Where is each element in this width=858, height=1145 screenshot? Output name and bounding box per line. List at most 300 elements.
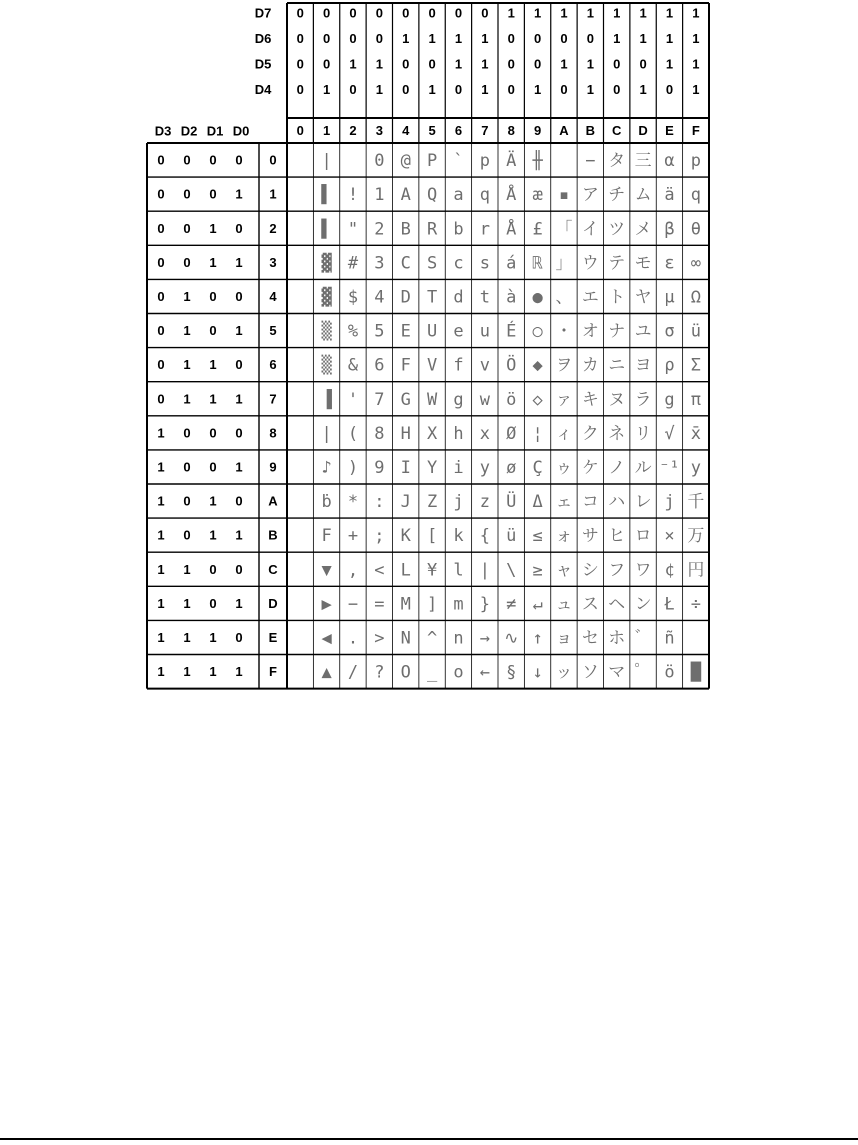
character-glyph: F [400, 355, 411, 376]
character-glyph: ▪ [558, 185, 570, 206]
column-hex-label: 9 [533, 123, 542, 138]
character-glyph: ö [506, 389, 517, 410]
character-glyph: キ [581, 389, 599, 410]
row-hex-label: 0 [269, 152, 277, 168]
row-bit-header: D0 [232, 123, 250, 139]
row-bit-header: D3 [154, 123, 172, 139]
character-glyph: ∿ [504, 628, 519, 649]
character-glyph: 「 [555, 219, 573, 240]
character-glyph: O [400, 662, 411, 683]
column-hex-label: B [585, 123, 596, 138]
column-bit-value: 0 [533, 56, 542, 72]
row-bit-value: 0 [183, 527, 191, 543]
character-glyph: _ [426, 662, 438, 683]
character-glyph: . [347, 628, 359, 649]
character-glyph: G [400, 389, 411, 410]
character-glyph: × [664, 526, 675, 547]
character-glyph: Q [426, 185, 438, 206]
column-bit-value: 0 [507, 56, 515, 72]
column-bit-label: D7 [254, 5, 272, 21]
row-bit-value: 1 [183, 629, 191, 645]
column-bit-value: 1 [665, 31, 674, 46]
character-glyph: l [453, 560, 464, 581]
character-glyph: ḃ [321, 492, 332, 513]
character-glyph: L [400, 560, 411, 581]
column-bit-value: 1 [639, 31, 647, 46]
column-bit-value: 0 [322, 5, 331, 21]
row-bit-value: 0 [209, 561, 217, 577]
character-glyph: ヘ [608, 594, 626, 615]
row-bit-value: 0 [235, 288, 243, 304]
column-bit-value: 1 [613, 5, 621, 21]
row-bit-value: 0 [209, 186, 217, 202]
character-glyph: ル [634, 457, 652, 478]
character-glyph: テ [608, 253, 626, 274]
character-glyph: ハ [608, 492, 626, 513]
row-hex-label: 1 [269, 186, 277, 202]
column-hex-label: 6 [454, 123, 463, 138]
row-bit-value: 0 [235, 629, 243, 645]
column-bit-value: 1 [665, 56, 674, 72]
character-glyph: 千 [687, 492, 705, 513]
column-bit-value: 1 [454, 56, 463, 72]
character-glyph: Å [506, 219, 517, 240]
character-glyph: ▒ [321, 355, 332, 376]
footer-rule [0, 1138, 858, 1140]
character-glyph: − [585, 151, 596, 172]
character-glyph: ¢ [664, 560, 675, 581]
character-glyph: ニ [608, 355, 626, 376]
row-hex-label: 3 [269, 254, 277, 270]
character-glyph: ≠ [506, 594, 517, 615]
character-glyph: α [664, 151, 675, 172]
row-bit-value: 0 [209, 323, 217, 339]
row-hex-label: 6 [269, 357, 277, 373]
character-glyph: d [453, 287, 464, 308]
character-glyph: P [426, 151, 438, 172]
character-glyph: ゛ [634, 628, 652, 649]
character-glyph: ョ [555, 628, 573, 649]
row-bit-value: 1 [157, 425, 165, 441]
character-glyph: 3 [374, 253, 385, 274]
character-glyph: E [400, 321, 411, 342]
character-glyph: ○ [532, 321, 543, 342]
character-glyph: ← [479, 662, 490, 683]
character-glyph: 9 [374, 457, 385, 478]
character-glyph: Σ [690, 355, 701, 376]
row-bit-value: 1 [209, 664, 217, 680]
row-hex-label: C [268, 561, 278, 577]
row-bit-value: 1 [209, 357, 217, 373]
character-glyph: ◇ [532, 389, 543, 410]
character-glyph: % [347, 321, 359, 342]
character-glyph: Z [426, 492, 438, 513]
row-bit-value: 0 [209, 425, 217, 441]
character-glyph: à [506, 287, 517, 308]
character-glyph: ↓ [532, 662, 543, 683]
column-hex-label: 8 [507, 123, 515, 138]
row-bit-value: 0 [157, 357, 165, 373]
character-glyph: ネ [608, 423, 626, 444]
character-glyph: y [479, 457, 490, 478]
character-glyph: ╫ [532, 151, 543, 172]
column-bit-value: 1 [639, 5, 647, 21]
character-glyph: / [347, 662, 359, 683]
character-glyph: メ [634, 219, 652, 240]
row-bit-value: 1 [157, 664, 165, 680]
character-glyph: ヤ [634, 287, 652, 308]
column-bit-value: 0 [296, 82, 304, 97]
column-bit-label: D5 [254, 56, 272, 72]
row-bit-value: 0 [157, 186, 165, 202]
column-bit-value: 1 [454, 31, 463, 46]
character-glyph: | [321, 423, 332, 444]
character-glyph: C [400, 253, 411, 274]
column-bit-value: 1 [586, 82, 594, 97]
column-hex-label: 4 [402, 123, 410, 138]
row-bit-value: 0 [209, 595, 217, 611]
character-glyph: r [479, 219, 490, 240]
row-bit-value: 1 [235, 254, 243, 270]
character-glyph: h [453, 423, 464, 444]
column-bit-value: 0 [560, 82, 568, 97]
row-bit-value: 0 [183, 186, 191, 202]
character-glyph: | [321, 151, 332, 172]
column-hex-label: F [691, 123, 700, 138]
row-bit-value: 0 [157, 323, 165, 339]
row-bit-value: 0 [183, 254, 191, 270]
character-glyph: T [426, 287, 438, 308]
character-glyph: * [347, 492, 359, 513]
character-glyph: Ä [506, 151, 517, 172]
row-bit-value: 1 [235, 459, 243, 475]
character-glyph: $ [347, 287, 359, 308]
row-hex-label: 4 [269, 288, 277, 304]
character-glyph: ↑ [532, 628, 543, 649]
column-bit-value: 1 [481, 31, 489, 46]
character-glyph: Y [426, 457, 438, 478]
character-glyph: H [400, 423, 411, 444]
character-glyph: ▒ [321, 321, 332, 342]
character-glyph: ノ [608, 457, 626, 478]
character-glyph: } [479, 594, 490, 615]
character-glyph: コ [581, 492, 599, 513]
column-hex-label: D [638, 123, 648, 138]
character-glyph: ▶ [321, 594, 332, 615]
row-bit-value: 1 [235, 391, 243, 407]
column-bit-value: 0 [507, 31, 515, 46]
character-glyph: シ [581, 560, 599, 581]
character-glyph: | [479, 560, 490, 581]
character-glyph: B [400, 219, 411, 240]
character-glyph: Ç [532, 457, 543, 478]
character-glyph: モ [634, 253, 652, 274]
character-glyph: フ [608, 560, 626, 581]
character-glyph: σ [664, 321, 675, 342]
character-glyph: ▼ [321, 560, 332, 581]
row-bit-value: 1 [209, 220, 217, 236]
character-glyph: Å [506, 185, 517, 206]
row-bit-value: 1 [157, 561, 165, 577]
character-glyph: b [453, 219, 464, 240]
column-bit-value: 1 [692, 31, 700, 46]
row-bit-value: 0 [157, 254, 165, 270]
column-bit-value: 1 [481, 82, 489, 97]
column-bit-value: 0 [560, 31, 568, 46]
character-glyph: ヲ [555, 355, 573, 376]
character-glyph: ソ [581, 662, 599, 683]
character-glyph: c [453, 253, 464, 274]
character-glyph: ¦ [532, 423, 543, 444]
row-bit-value: 1 [157, 527, 165, 543]
character-glyph: ä [664, 185, 675, 206]
row-bit-value: 1 [157, 493, 165, 509]
row-hex-label: 9 [269, 459, 277, 475]
character-glyph: ^ [426, 628, 438, 649]
character-glyph: > [374, 628, 385, 649]
character-glyph: 8 [374, 423, 385, 444]
row-bit-value: 1 [183, 357, 191, 373]
character-glyph: リ [634, 423, 652, 444]
column-bit-value: 1 [692, 82, 700, 97]
character-glyph: θ [690, 219, 701, 240]
character-glyph: ラ [634, 389, 652, 410]
character-glyph: ▲ [321, 662, 332, 683]
character-glyph: ▌ [321, 219, 332, 240]
row-bit-value: 1 [209, 493, 217, 509]
row-bit-value: 1 [183, 323, 191, 339]
column-bit-value: 1 [665, 5, 674, 21]
row-bit-value: 1 [183, 391, 191, 407]
column-hex-label: 2 [349, 123, 357, 138]
column-bit-value: 1 [481, 56, 489, 72]
row-bit-value: 1 [209, 254, 217, 270]
column-hex-label: 1 [322, 123, 331, 138]
row-bit-value: 0 [209, 288, 217, 304]
character-glyph: ρ [664, 355, 675, 376]
row-bit-value: 1 [235, 595, 243, 611]
row-bit-value: 0 [235, 493, 243, 509]
character-glyph: サ [581, 526, 599, 547]
row-bit-header: D1 [206, 123, 224, 139]
character-glyph: ] [426, 594, 438, 615]
character-glyph: Ł [664, 594, 675, 615]
character-glyph: 三 [634, 151, 652, 172]
character-glyph: t [479, 287, 490, 308]
character-glyph: ナ [608, 321, 626, 342]
column-bit-value: 0 [349, 5, 357, 21]
character-glyph: √ [664, 423, 675, 444]
character-glyph: 0 [374, 151, 385, 172]
character-glyph: M [400, 594, 411, 615]
character-glyph: p [479, 151, 490, 172]
column-hex-label: A [559, 123, 569, 138]
column-bit-value: 0 [375, 31, 383, 46]
column-hex-label: 7 [481, 123, 489, 138]
character-glyph: § [506, 662, 517, 683]
character-glyph: 6 [374, 355, 385, 376]
character-glyph: X [426, 423, 438, 444]
character-glyph: タ [608, 151, 626, 172]
character-glyph: ワ [634, 560, 652, 581]
row-bit-value: 1 [209, 391, 217, 407]
character-glyph: I [400, 457, 411, 478]
column-bit-value: 0 [613, 82, 621, 97]
table-cells [155, 6, 705, 683]
character-glyph: ü [690, 321, 701, 342]
character-glyph: ャ [555, 560, 573, 581]
column-bit-value: 1 [560, 5, 568, 21]
character-glyph: u [479, 321, 490, 342]
character-glyph: y [690, 457, 701, 478]
character-glyph: Ü [506, 492, 517, 513]
column-bit-value: 1 [639, 82, 647, 97]
character-glyph: v [479, 355, 490, 376]
character-glyph: ロ [634, 526, 652, 547]
column-bit-value: 1 [428, 31, 436, 46]
character-glyph: ♪ [321, 457, 332, 478]
column-hex-label: 3 [375, 123, 383, 138]
column-bit-value: 1 [402, 31, 410, 46]
character-glyph: ア [581, 185, 599, 206]
character-glyph: æ [532, 185, 543, 206]
character-glyph: j [664, 492, 675, 513]
character-glyph: 、 [555, 287, 573, 308]
character-glyph: チ [608, 185, 626, 206]
column-hex-label: E [665, 123, 674, 138]
column-bit-label: D4 [254, 82, 272, 97]
character-glyph: x̄ [690, 423, 701, 444]
character-glyph: q [690, 185, 701, 206]
character-glyph: █ [690, 662, 701, 683]
row-bit-value: 0 [157, 391, 165, 407]
character-glyph: ォ [555, 526, 573, 547]
row-bit-value: 1 [157, 629, 165, 645]
character-glyph: ¥ [426, 560, 438, 581]
row-bit-value: 0 [157, 220, 165, 236]
column-bit-value: 0 [296, 5, 304, 21]
row-bit-value: 1 [235, 323, 243, 339]
column-bit-value: 0 [322, 56, 331, 72]
character-glyph: < [374, 560, 385, 581]
column-bit-value: 1 [586, 56, 594, 72]
column-hex-label: 5 [428, 123, 436, 138]
character-glyph: S [426, 253, 438, 274]
column-bit-value: 0 [402, 5, 410, 21]
row-bit-value: 0 [235, 561, 243, 577]
row-bit-value: 0 [235, 220, 243, 236]
character-glyph: ? [374, 662, 385, 683]
character-glyph: & [347, 355, 359, 376]
character-glyph: Ø [506, 423, 517, 444]
character-glyph: 5 [374, 321, 385, 342]
row-bit-value: 1 [183, 595, 191, 611]
row-bit-value: 0 [157, 152, 165, 168]
character-glyph: セ [581, 628, 599, 649]
row-bit-header: D2 [180, 123, 198, 139]
row-bit-value: 1 [235, 186, 243, 202]
column-bit-value: 1 [692, 5, 700, 21]
character-glyph: ∞ [690, 253, 701, 274]
column-bit-value: 0 [586, 31, 594, 46]
character-glyph: j [453, 492, 464, 513]
character-glyph: á [506, 253, 517, 274]
column-bit-value: 1 [533, 5, 542, 21]
character-glyph: J [400, 492, 411, 513]
character-glyph: ・ [555, 321, 573, 342]
column-bit-value: 1 [428, 82, 436, 97]
row-bit-value: 1 [183, 288, 191, 304]
row-hex-label: 7 [269, 391, 277, 407]
character-glyph: ヌ [608, 389, 626, 410]
character-glyph: ⁻¹ [659, 457, 680, 478]
column-bit-value: 0 [639, 56, 647, 72]
character-glyph: R [426, 219, 438, 240]
column-hex-label: 0 [296, 123, 304, 138]
character-glyph: U [426, 321, 438, 342]
character-glyph: x [479, 423, 490, 444]
column-bit-value: 0 [349, 31, 357, 46]
row-bit-value: 1 [183, 664, 191, 680]
character-glyph: ケ [581, 457, 599, 478]
row-bit-value: 1 [209, 629, 217, 645]
column-bit-value: 0 [665, 82, 674, 97]
character-glyph: f [453, 355, 464, 376]
column-bit-value: 0 [481, 5, 489, 21]
row-bit-value: 1 [235, 527, 243, 543]
character-glyph: ム [634, 185, 652, 206]
table-grid [147, 3, 709, 689]
character-glyph: ユ [634, 321, 652, 342]
character-glyph: レ [634, 492, 652, 513]
character-glyph: ℝ [532, 253, 543, 274]
character-glyph: F [321, 526, 332, 547]
character-glyph: → [479, 628, 490, 649]
row-bit-value: 0 [183, 459, 191, 475]
character-glyph: z [479, 492, 490, 513]
character-glyph: , [347, 560, 359, 581]
character-glyph: カ [581, 355, 599, 376]
column-bit-value: 1 [375, 56, 383, 72]
character-glyph: D [400, 287, 411, 308]
character-glyph: ( [347, 423, 359, 444]
character-glyph: £ [532, 219, 543, 240]
character-glyph: 万 [687, 526, 705, 547]
character-glyph: q [479, 185, 490, 206]
character-glyph: μ [664, 287, 675, 308]
character-glyph: V [426, 355, 438, 376]
character-glyph: g [453, 389, 464, 410]
character-glyph: β [664, 219, 675, 240]
character-glyph: [ [426, 526, 438, 547]
character-glyph: ヒ [608, 526, 626, 547]
column-bit-value: 0 [428, 5, 436, 21]
character-glyph: = [374, 594, 385, 615]
character-glyph: + [347, 526, 359, 547]
character-glyph: É [506, 321, 517, 342]
character-glyph: イ [581, 219, 599, 240]
character-glyph: − [347, 594, 359, 615]
row-bit-value: 1 [183, 561, 191, 577]
row-bit-value: 0 [183, 152, 191, 168]
character-glyph: K [400, 526, 411, 547]
character-glyph: N [400, 628, 411, 649]
character-glyph: ウ [581, 253, 599, 274]
row-bit-value: 0 [183, 425, 191, 441]
character-glyph: Δ [532, 492, 543, 513]
character-glyph: ! [347, 185, 359, 206]
character-glyph: ▓ [321, 253, 332, 274]
